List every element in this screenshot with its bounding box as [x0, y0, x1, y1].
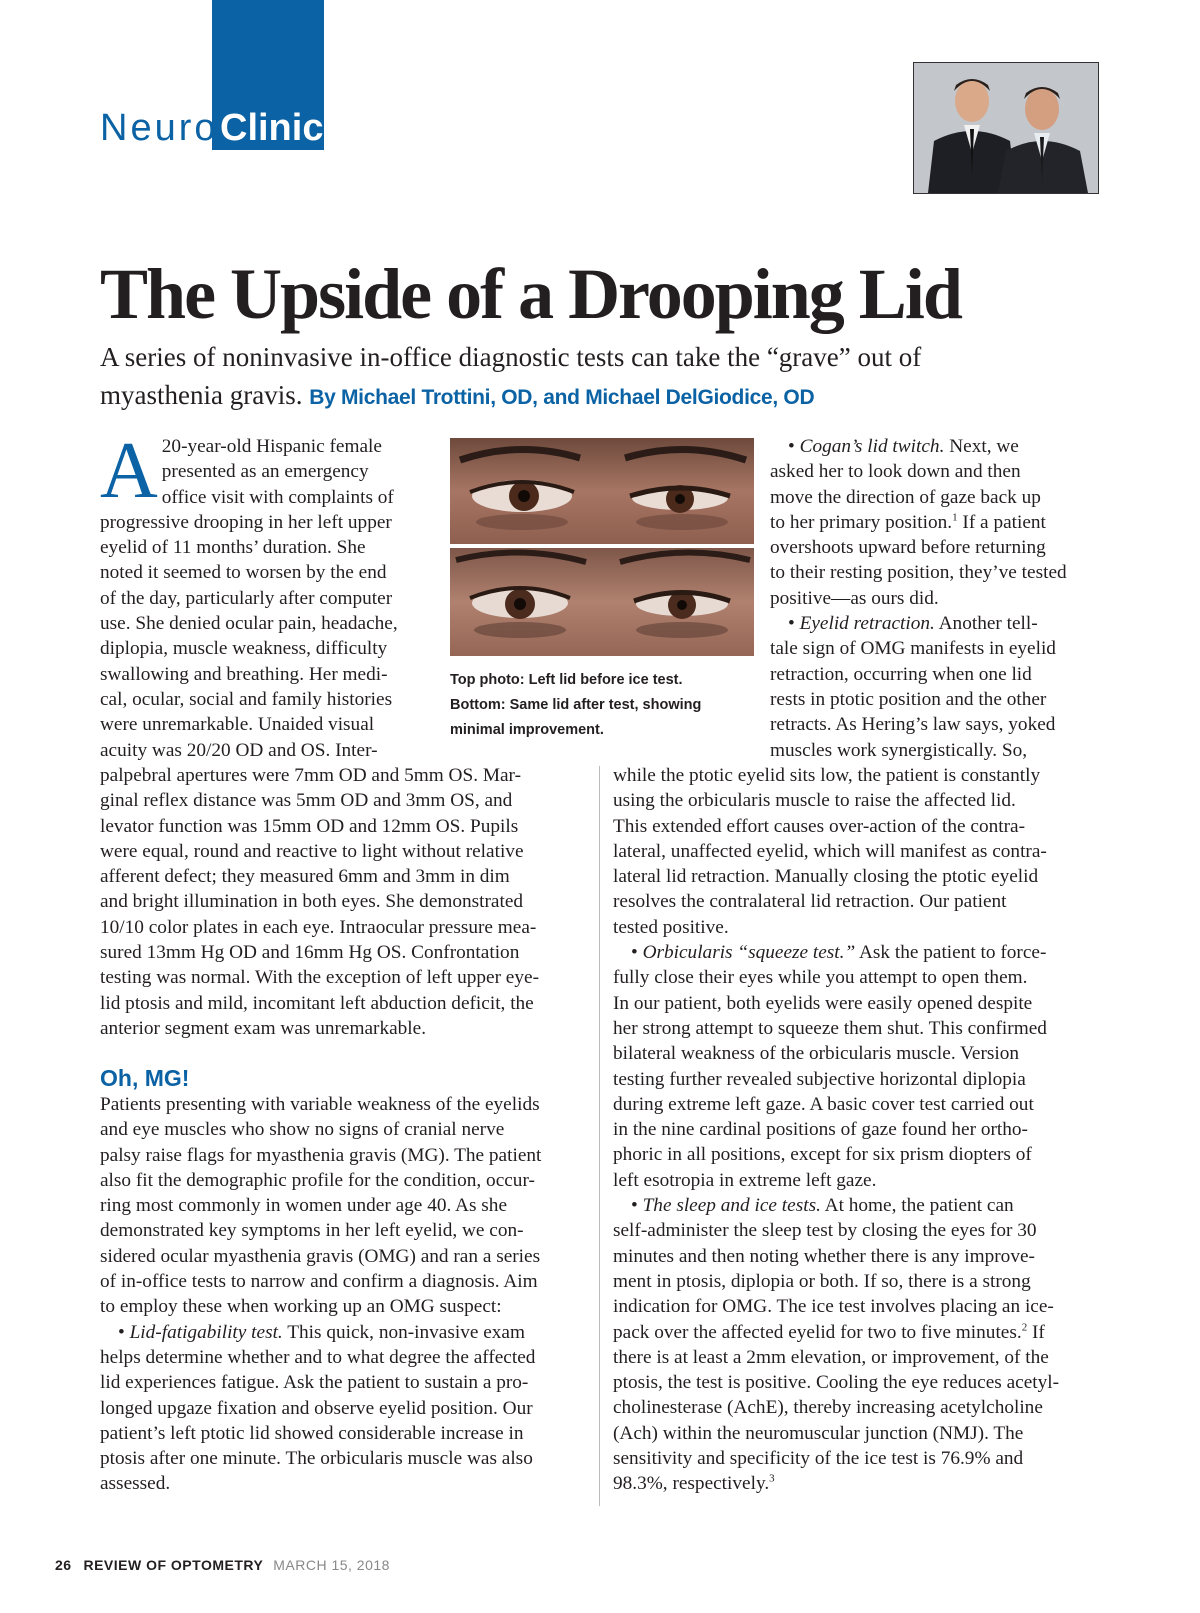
body-line: noted it seemed to worsen by the end	[100, 562, 387, 584]
cogan-line: • Cogan’s lid twitch. Next, we	[788, 436, 1019, 457]
body-line: move the direction of gaze back up	[770, 486, 1041, 508]
body-line: 20-year-old Hispanic female	[161, 436, 382, 457]
body-line: sensitivity and specificity of the ice test is 76.9% and	[613, 1448, 1024, 1470]
body-line: left esotropia in extreme left gaze.	[613, 1169, 877, 1191]
body-line: and bright illumination in both eyes. She demonstrated	[100, 891, 524, 913]
page-footer	[55, 1556, 390, 1574]
body-line: lateral, unaffected eyelid, which will manifest as contra-	[613, 840, 1047, 862]
body-text-span: Ask the patient to force-	[855, 942, 1047, 964]
body-line	[613, 1320, 1103, 1345]
authors-photo	[913, 62, 1099, 194]
body-line: progressive drooping in her left upper	[100, 511, 392, 533]
body-line: ment in ptosis, diplopia or both. If so, there is a strong	[613, 1270, 1031, 1292]
body-text-span: If a patient	[957, 511, 1046, 533]
cogan-label: Cogan’s lid twitch.	[799, 436, 945, 457]
body-line: to their resting position, they’ve tested	[770, 562, 1067, 584]
article-title: The Upside of a Drooping Lid	[100, 254, 961, 334]
page-number: 26	[55, 1557, 72, 1573]
reference-marker: 2	[1021, 1321, 1028, 1334]
publication-name: REVIEW OF OPTOMETRY	[83, 1557, 264, 1573]
squeeze-line: • Orbicularis “squeeze test.” Ask the patient to force-	[631, 942, 1047, 964]
body-line: phoric in all positions, except for six prism diopters of	[613, 1144, 1032, 1166]
body-line: lateral lid retraction. Manually closing the ptotic eyelid	[613, 866, 1039, 888]
mg-paragraph	[100, 1092, 590, 1497]
figure-caption	[450, 668, 750, 743]
body-line: diplopia, muscle weakness, difficulty	[100, 638, 388, 660]
body-line: to employ these when working up an OMG suspect:	[100, 1296, 502, 1318]
body-line: Patients presenting with variable weakness of the eyelids	[100, 1094, 540, 1115]
body-text-span: pack over the affected eyelid for two to five minutes.	[613, 1321, 1022, 1343]
body-line: indication for OMG. The ice test involves placing an ice-	[613, 1296, 1054, 1318]
body-line: her strong attempt to squeeze them shut. This confirmed	[613, 1017, 1047, 1039]
body-text-span: This quick, non-invasive exam	[282, 1321, 525, 1343]
body-line: lid experiences fatigue. Ask the patient to sustain a pro-	[100, 1372, 529, 1394]
body-line: bilateral weakness of the orbicularis muscle. Version	[613, 1043, 1020, 1065]
section-label-neuro: Neuro	[100, 107, 219, 149]
body-text-span: 98.3%, respectively.	[613, 1473, 770, 1495]
body-line: sidered ocular myasthenia gravis (OMG) and ran a series	[100, 1245, 541, 1267]
retraction-paragraph	[613, 763, 1103, 1497]
squeeze-label: Orbicularis “squeeze test.”	[642, 942, 856, 964]
subtitle-line-2: myasthenia gravis.	[100, 380, 303, 410]
reference-marker: 3	[769, 1472, 775, 1485]
body-line: minutes and then noting whether there is any improve-	[613, 1245, 1035, 1267]
cogan-paragraph	[770, 434, 1100, 763]
lid-fatigue-line: • Lid-fatigability test. This quick, non-invasive exam	[118, 1321, 525, 1343]
body-text-span: Next, we	[944, 436, 1019, 457]
body-line: patient’s left ptotic lid showed considerable increase in	[100, 1422, 524, 1444]
body-line: self-administer the sleep test by closing the eyes for 30	[613, 1220, 1037, 1242]
retraction-line: • Eyelid retraction. Another tell-	[788, 613, 1038, 635]
body-line: anterior segment exam was unremarkable.	[100, 1017, 427, 1039]
body-line: lid ptosis and mild, incomitant left abduction deficit, the	[100, 992, 534, 1014]
body-line: sured 13mm Hg OD and 16mm Hg OS. Confrontation	[100, 942, 520, 964]
body-line	[770, 510, 1100, 535]
body-text-span: At home, the patient can	[820, 1195, 1014, 1217]
body-line: swallowing and breathing. Her medi-	[100, 663, 388, 685]
body-line: longed upgaze fixation and observe eyelid position. Our	[100, 1397, 533, 1419]
body-line: palpebral apertures were 7mm OD and 5mm OS. Mar-	[100, 765, 521, 786]
sleep-line: • The sleep and ice tests. At home, the patient can	[631, 1195, 1014, 1217]
body-line: presented as an emergency	[161, 461, 369, 483]
section-subhead: Oh, MG!	[100, 1065, 190, 1091]
body-line: use. She denied ocular pain, headache,	[100, 613, 398, 635]
body-line: rests in ptotic position and the other	[770, 688, 1047, 710]
body-line: during extreme left gaze. A basic cover test carried out	[613, 1093, 1034, 1115]
body-line: of in-office tests to narrow and confirm a diagnosis. Aim	[100, 1271, 538, 1293]
body-line: positive—as ours did.	[770, 587, 939, 609]
subtitle-line-1: A series of noninvasive in-office diagnostic tests can take the “grave” out of	[100, 342, 922, 372]
body-line: resolves the contralateral lid retraction. Our patient	[613, 891, 1007, 913]
article-subtitle	[100, 338, 1100, 417]
reference-marker: 1	[952, 511, 958, 524]
body-line: tested positive.	[613, 916, 729, 938]
exam-paragraph	[100, 763, 590, 1041]
body-line: ptosis after one minute. The orbicularis muscle was also	[100, 1448, 533, 1470]
intro-paragraph	[100, 427, 436, 763]
body-line: using the orbicularis muscle to raise the affected lid.	[613, 790, 1016, 812]
body-line: tale sign of OMG manifests in eyelid	[770, 638, 1056, 660]
issue-date: MARCH 15, 2018	[273, 1557, 390, 1573]
body-line: and eye muscles who show no signs of cranial nerve	[100, 1119, 505, 1141]
retraction-label: Eyelid retraction.	[799, 613, 935, 635]
body-text-span: to her primary position.	[770, 511, 953, 533]
caption-line: Bottom: Same lid after test, showing	[450, 697, 702, 713]
body-line: retracts. As Hering’s law says, yoked	[770, 714, 1056, 736]
body-line: helps determine whether and to what degree the affected	[100, 1346, 536, 1368]
body-line: there is at least a 2mm elevation, or improvement, of the	[613, 1346, 1049, 1368]
body-line: acuity was 20/20 OD and OS. Inter-	[100, 739, 378, 761]
column-divider	[599, 766, 600, 1506]
body-line: assessed.	[100, 1473, 171, 1495]
drop-cap: A	[100, 427, 158, 515]
body-line: (Ach) within the neuromuscular junction (NMJ). The	[613, 1422, 1024, 1444]
body-line: ptosis, the test is positive. Cooling the eye reduces acetyl-	[613, 1372, 1060, 1394]
body-text-span: If	[1027, 1321, 1045, 1343]
body-line: cholinesterase (AchE), thereby increasing acetylcholine	[613, 1397, 1043, 1419]
body-line: testing was normal. With the exception of left upper eye-	[100, 967, 539, 989]
body-line: This extended effort causes over-action of the contra-	[613, 815, 1026, 837]
body-line: palsy raise flags for myasthenia gravis (MG). The patient	[100, 1144, 542, 1166]
body-line: while the ptotic eyelid sits low, the patient is constantly	[613, 765, 1041, 786]
body-line: 10/10 color plates in each eye. Intraocular pressure mea-	[100, 916, 537, 938]
body-line: testing further revealed subjective horizontal diplopia	[613, 1068, 1026, 1090]
body-line: office visit with complaints of	[161, 486, 394, 508]
body-line: of the day, particularly after computer	[100, 587, 393, 609]
body-line: cal, ocular, social and family histories	[100, 688, 393, 710]
body-line: ginal reflex distance was 5mm OD and 3mm OS, and	[100, 790, 513, 812]
lid-fatigue-label: Lid-fatigability test.	[129, 1321, 283, 1343]
body-line: overshoots upward before returning	[770, 537, 1046, 559]
body-line: afferent defect; they measured 6mm and 3mm in dim	[100, 866, 510, 888]
body-line: were unremarkable. Unaided visual	[100, 714, 375, 736]
body-line: ring most commonly in women under age 40. As she	[100, 1195, 507, 1217]
body-line: in the nine cardinal positions of gaze found her ortho-	[613, 1119, 1028, 1141]
byline: By Michael Trottini, OD, and Michael DelGiodice, OD	[309, 386, 815, 409]
section-label-clinic: Clinic	[220, 107, 324, 149]
body-line: demonstrated key symptoms in her left eyelid, we con-	[100, 1220, 524, 1242]
caption-line: Top photo: Left lid before ice test.	[450, 672, 683, 688]
body-line: asked her to look down and then	[770, 461, 1021, 483]
caption-line: minimal improvement.	[450, 722, 604, 738]
eye-photos	[450, 438, 754, 656]
body-line: retraction, occurring when one lid	[770, 663, 1032, 685]
body-line: also fit the demographic profile for the condition, occur-	[100, 1169, 535, 1191]
body-line: fully close their eyes while you attempt to open them.	[613, 967, 1028, 989]
body-line: were equal, round and reactive to light without relative	[100, 840, 524, 862]
sleep-label: The sleep and ice tests.	[642, 1195, 821, 1217]
body-line: levator function was 15mm OD and 12mm OS. Pupils	[100, 815, 519, 837]
body-line	[613, 1471, 1103, 1496]
body-line: eyelid of 11 months’ duration. She	[100, 537, 366, 559]
body-line: muscles work synergistically. So,	[770, 739, 1028, 761]
body-text-span: Another tell-	[934, 613, 1038, 635]
body-line: In our patient, both eyelids were easily opened despite	[613, 992, 1033, 1014]
